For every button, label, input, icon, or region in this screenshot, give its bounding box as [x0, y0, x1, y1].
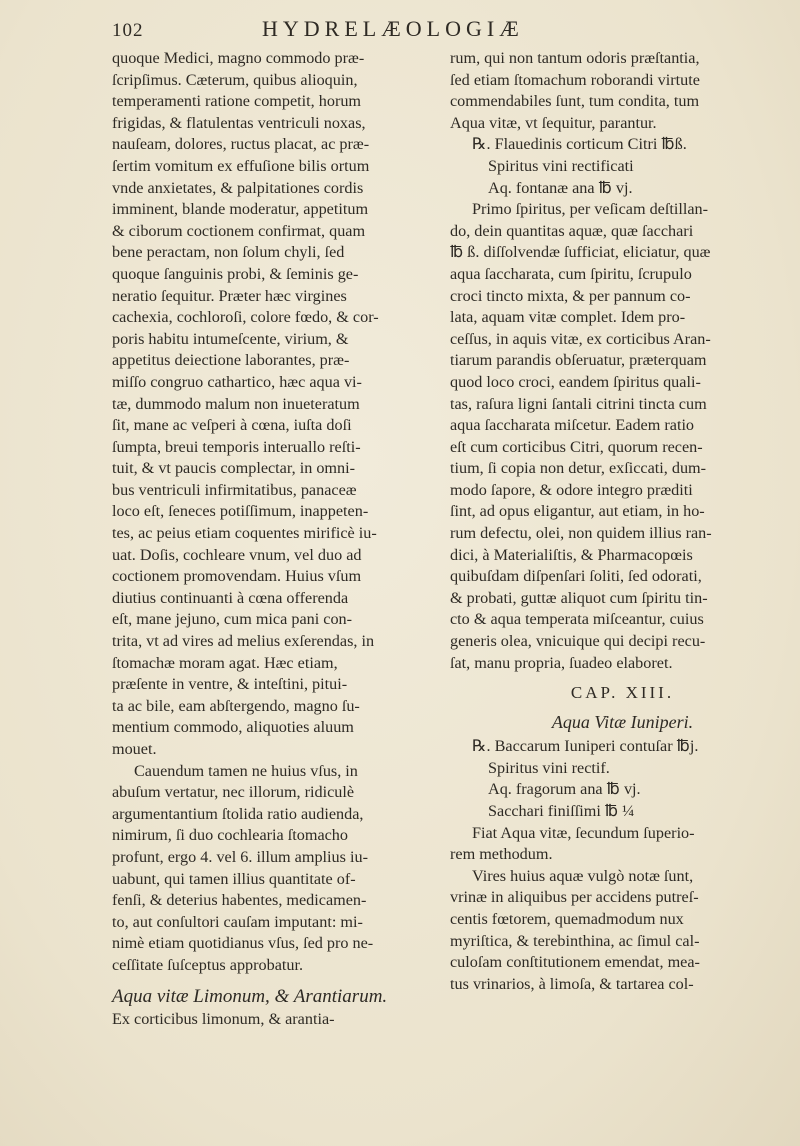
text-line: imminent, blande moderatur, appetitum: [112, 200, 369, 219]
page-number: 102: [112, 20, 144, 41]
text-line: ceſſitate ſuſceptus approbatur.: [112, 955, 304, 974]
text-line: uabunt, qui tamen illius quantitate of-: [112, 869, 356, 888]
text-line: ceſſus, in aquis vitæ, ex corticibus Aran-: [450, 329, 711, 348]
text-line: nimè etiam quotidianus vſus, ſed pro ne-: [112, 934, 374, 953]
text-line: neratio ſequitur. Præter hæc virgines: [112, 286, 347, 305]
text-line: rum defectu, olei, non quidem illius ran-: [450, 524, 712, 543]
text-line: loco eſt, ſeneces potiſſimum, inappeten-: [112, 502, 369, 521]
text-line: centis fœtorem, quemadmodum nux: [450, 909, 684, 928]
text-line: myriſtica, & terebinthina, ac ſimul cal-: [450, 931, 700, 950]
text-line: Ex corticibus limonum, & arantia-: [112, 1009, 335, 1028]
text-line: frigidas, & flatulentas ventriculi noxas,: [112, 113, 366, 132]
text-line: appetitus deiectione laborantes, præ-: [112, 351, 350, 370]
text-line: tuit, & vt paucis complectar, in omni-: [112, 459, 356, 478]
text-line: Cauendum tamen ne huius vſus, in: [134, 761, 358, 780]
text-line: aqua ſaccharata miſcetur. Eadem ratio: [450, 416, 695, 435]
recipe-line: Sacchari finiſſimi ℔ ¼: [488, 802, 635, 820]
recipe-line: ℞. Baccarum Iuniperi contuſar ℔j.: [472, 737, 699, 756]
text-line: cachexia, cochloroſi, colore fœdo, & cor-: [112, 308, 379, 327]
text-line: cto & aqua temperata miſceantur, cuius: [450, 610, 704, 629]
text-line: Primo ſpiritus, per veſicam deſtillan-: [472, 200, 709, 219]
text-line: ſumpta, breui temporis interuallo reſti-: [112, 437, 361, 456]
text-line: præſente in ventre, & inteſtini, pitui-: [112, 675, 348, 694]
text-line: bene peractam, non ſolum chyli, ſed: [112, 243, 345, 262]
text-line: coctionem promovendam. Huius vſum: [112, 567, 362, 586]
recipe-line: Spiritus vini rectif.: [488, 758, 610, 777]
text-line: croci tincto mixta, & per pannum co-: [450, 286, 691, 305]
text-line: quoque ſanguinis probi, & ſeminis ge-: [112, 264, 359, 283]
right-column: [450, 48, 795, 995]
text-line: Vires huius aquæ vulgò notæ ſunt,: [472, 866, 694, 885]
recipe-line: Aq. fragorum ana ℔ vj.: [488, 780, 641, 799]
text-line: tus vrinarios, à limoſa, & tartarea col-: [450, 974, 694, 993]
text-line: temperamenti ratione competit, horum: [112, 92, 362, 111]
text-line: quod loco croci, eandem ſpiritus quali-: [450, 372, 701, 391]
text-line: do, dein quantitas aquæ, quæ ſacchari: [450, 221, 694, 240]
page-header: [112, 16, 770, 44]
text-line: ſed etiam ſtomachum roborandi virtute: [450, 70, 700, 89]
text-line: Fiat Aqua vitæ, ſecundum ſuperio-: [472, 823, 695, 842]
text-line: lata, aquam vitæ complet. Idem pro-: [450, 308, 686, 327]
text-line: tes, ac peius etiam coquentes mirificè iu-: [112, 524, 377, 543]
text-line: profunt, ergo 4. vel 6. illum amplius iu-: [112, 847, 368, 866]
text-line: mentium commodo, aliquoties aluum: [112, 718, 354, 737]
text-line: tium, ſi copia non detur, exſiccati, dum-: [450, 459, 707, 478]
text-line: nimirum, ſi duo cochlearia ſtomacho: [112, 826, 348, 845]
recipe-line: Spiritus vini rectificati: [488, 156, 634, 175]
text-line: tæ, dummodo malum non inueteratum: [112, 394, 360, 413]
text-line: miſſo congruo cathartico, hæc aqua vi-: [112, 372, 362, 391]
text-line: generis olea, vnicuique qui decipi recu-: [450, 632, 706, 651]
spacer: [112, 977, 437, 985]
text-line: argumentantium ſtolida ratio audienda,: [112, 804, 364, 823]
text-line: vrinæ in aliquibus per accidens putreſ-: [450, 888, 699, 907]
running-title: HYDRELÆOLOGIÆ: [262, 16, 524, 41]
text-line: & probati, guttæ aliquot cum ſpiritu tin-: [450, 588, 708, 607]
text-line: quibuſdam diſpenſari ſoliti, ſed odorati,: [450, 567, 702, 586]
text-line: bus ventriculi infirmitatibus, panaceæ: [112, 480, 357, 499]
text-line: culoſam conſtitutionem emendat, mea-: [450, 953, 700, 972]
text-line: tiarum parandis obſeruatur, præterquam: [450, 351, 707, 370]
text-line: tas, raſura ligni ſantali citrini tincta cum: [450, 394, 707, 413]
text-line: ſertim vomitum ex effuſione bilis ortum: [112, 156, 370, 175]
text-line: to, aut conſultori cauſam imputant: mi-: [112, 912, 363, 931]
text-line: quoque Medici, magno commodo præ-: [112, 49, 365, 67]
text-line: vnde anxietates, & palpitationes cordis: [112, 178, 364, 197]
chapter-heading: CAP. XIII.: [570, 683, 675, 703]
text-line: ſtomachæ moram agat. Hæc etiam,: [112, 653, 338, 672]
text-line: ℔ ß. diſſolvendæ ſufficiat, eliciatur, quæ: [450, 243, 711, 262]
text-line: eſt cum corticibus Citri, quorum recen-: [450, 437, 703, 456]
text-line: ſint, ad opus eligantur, aut etiam, in ho-: [450, 502, 705, 521]
text-line: commendabiles ſunt, tum condita, tum: [450, 92, 700, 111]
recipe-line: Aq. fontanæ ana ℔ vj.: [488, 178, 633, 197]
text-line: rem methodum.: [450, 845, 553, 864]
text-line: aqua ſaccharata, cum ſpiritu, ſcrupulo: [450, 264, 692, 283]
recipe-line: ℞. Flauedinis corticum Citri ℔ß.: [472, 135, 687, 154]
text-line: dici, à Materialiſtis, & Pharmacopœis: [450, 545, 693, 564]
text-line: rum, qui non tantum odoris præſtantia,: [450, 49, 700, 67]
text-line: modo ſapore, & odore integro præditi: [450, 480, 693, 499]
left-column: [112, 48, 437, 1030]
text-line: ſcripſimus. Cæterum, quibus alioquin,: [112, 70, 358, 89]
text-line: Aqua vitæ, vt ſequitur, parantur.: [450, 113, 657, 132]
section-heading: Aqua vitæ Limonum, & Arantiarum.: [112, 985, 388, 1007]
text-line: nauſeam, dolores, ructus placat, ac præ-: [112, 135, 370, 154]
text-line: ſat, manu propria, ſuadeo elaboret.: [450, 653, 673, 672]
text-line: diutius continuanti à cœna offerenda: [112, 588, 349, 607]
text-line: & ciborum coctionem confirmat, quam: [112, 221, 366, 240]
text-line: uat. Doſis, cochleare vnum, vel duo ad: [112, 545, 362, 564]
text-line: poris habitu intumeſcente, virium, &: [112, 329, 349, 348]
recipe-title: Aqua Vitæ Iuniperi.: [551, 712, 694, 733]
text-line: trita, vt ad vires ad melius exſerendas, in: [112, 632, 375, 651]
text-line: abuſum vertatur, nec illorum, ridiculè: [112, 783, 355, 802]
text-line: ta ac bile, eam abſtergendo, magno ſu-: [112, 696, 360, 715]
text-line: fenſi, & deterius habentes, medicamen-: [112, 891, 367, 910]
text-line: eſt, mane jejuno, cum mica pani con-: [112, 610, 353, 629]
text-line: mouet.: [112, 740, 157, 758]
text-line: ſit, mane ac veſperi à cœna, iuſta doſi: [112, 416, 352, 435]
